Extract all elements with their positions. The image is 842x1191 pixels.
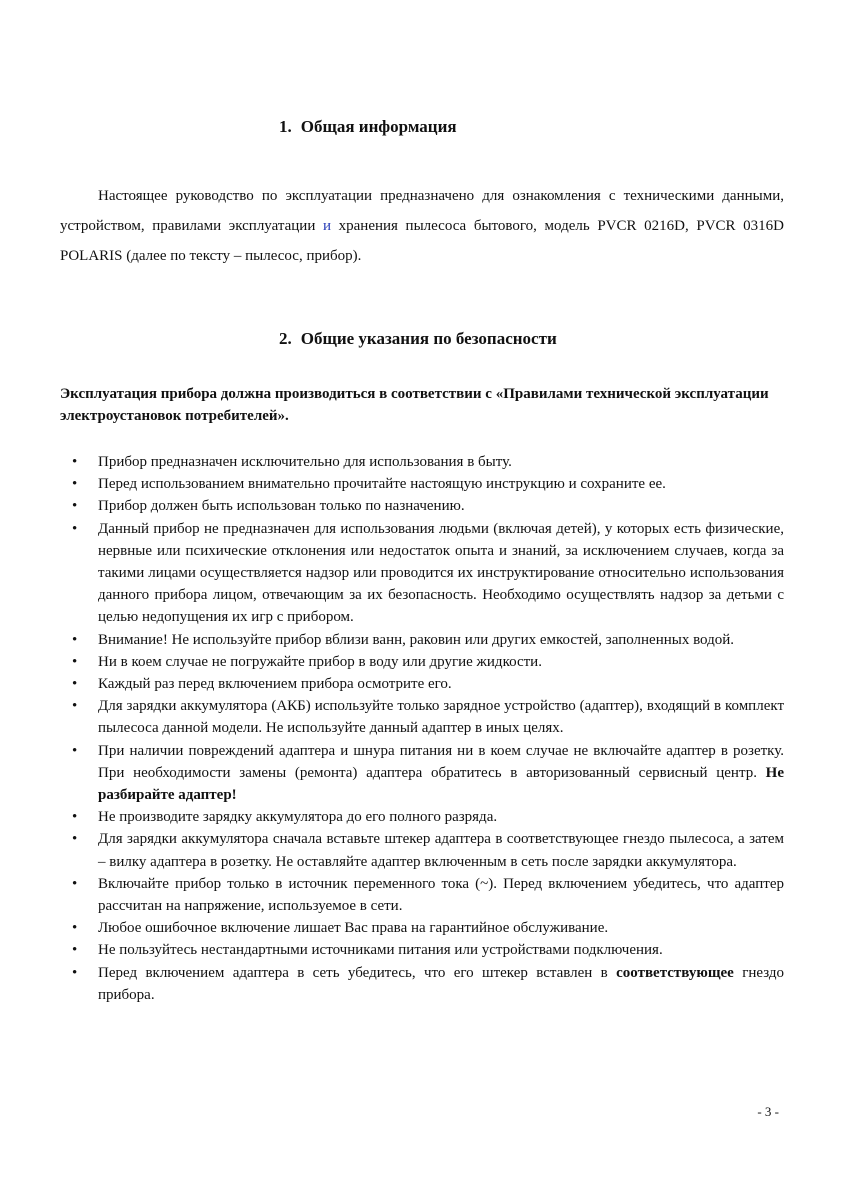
list-item: • Перед использованием внимательно прочитайте настоящую инструкцию и сохраните ее. bbox=[60, 473, 784, 495]
list-item: • Внимание! Не используйте прибор вблизи ванн, раковин или других емкостей, заполненных водой. bbox=[60, 629, 784, 651]
section-2-title: Общие указания по безопасности bbox=[300, 329, 557, 348]
list-item: • Ни в коем случае не погружайте прибор в воду или другие жидкости. bbox=[60, 651, 784, 673]
list-item bbox=[60, 740, 784, 807]
list-item bbox=[60, 962, 784, 1006]
list-item: • Для зарядки аккумулятора сначала вставьте штекер адаптера в соответствующее гнездо пылесоса, а затем – вилку адаптера в розетку. Не оставляйте адаптер включенным в сеть после зарядки аккумулятора. bbox=[60, 828, 784, 872]
section-2-heading bbox=[279, 329, 557, 349]
section-1-title: Общая информация bbox=[300, 117, 457, 136]
list-item: • Прибор предназначен исключительно для использования в быту. bbox=[60, 451, 784, 473]
list-item: • Каждый раз перед включением прибора осмотрите его. bbox=[60, 673, 784, 695]
intro-conjunction: и bbox=[322, 218, 332, 234]
adapter-item-text: При наличии повреждений адаптера и шнура питания ни в коем случае не включайте адаптер в розетку. При необходимости замены (ремонта) адаптера обратитесь в авторизованный сервисный центр. bbox=[98, 742, 784, 781]
section-1-heading bbox=[279, 117, 457, 137]
list-item: • Данный прибор не предназначен для использования людьми (включая детей), у которых есть физические, нервные или психические отклонения или недостаток опыта и знаний, за исключением случаев, когда за такими лицами осуществляется надзор или проводится их инструктирование относительно использования данного прибора лицом, отвечающим за их безопасность. Необходимо осуществлять надзор за детьми с целью недопущения их игр с прибором. bbox=[60, 518, 784, 629]
intro-text-part-1: Настоящее руководство по эксплуатации предназначено для ознакомления с техническими данными, устройством, правилами эксплуатации bbox=[60, 188, 784, 234]
safety-lead-paragraph: Эксплуатация прибора должна производиться в соответствии с «Правилами технической эксплуатации электроустановок потребителей». bbox=[60, 386, 769, 424]
list-item: • Для зарядки аккумулятора (АКБ) используйте только зарядное устройство (адаптер), входящий в комплект пылесоса данной модели. Не используйте данный адаптер в иных целях. bbox=[60, 695, 784, 739]
list-item: • Включайте прибор только в источник переменного тока (~). Перед включением убедитесь, что адаптер рассчитан на напряжение, используемое в сети. bbox=[60, 873, 784, 917]
last-item-text-1: Перед включением адаптера в сеть убедитесь, что его штекер вставлен в bbox=[98, 964, 617, 981]
last-item-emphasis: соответствующее bbox=[616, 964, 734, 981]
adapter-item-warning: Не разбирайте адаптер! bbox=[98, 764, 784, 804]
section-2-number: 2. bbox=[279, 329, 292, 348]
intro-paragraph bbox=[60, 181, 784, 271]
section-1-number: 1. bbox=[279, 117, 292, 136]
list-item: • Не пользуйтесь нестандартными источниками питания или устройствами подключения. bbox=[60, 939, 784, 961]
page-number: - 3 - bbox=[757, 1104, 779, 1119]
safety-instructions-list bbox=[60, 451, 784, 1006]
intro-text-part-2: хранения пылесоса бытового, модель PVCR 0216D, PVCR 0316D POLARIS (далее по тексту – пылесос, прибор). bbox=[60, 218, 784, 264]
list-item: • Любое ошибочное включение лишает Вас права на гарантийное обслуживание. bbox=[60, 917, 784, 939]
list-item: • Не производите зарядку аккумулятора до его полного разряда. bbox=[60, 806, 784, 828]
last-item-text-2: гнездо прибора. bbox=[98, 964, 784, 1003]
list-item: • Прибор должен быть использован только по назначению. bbox=[60, 495, 784, 517]
